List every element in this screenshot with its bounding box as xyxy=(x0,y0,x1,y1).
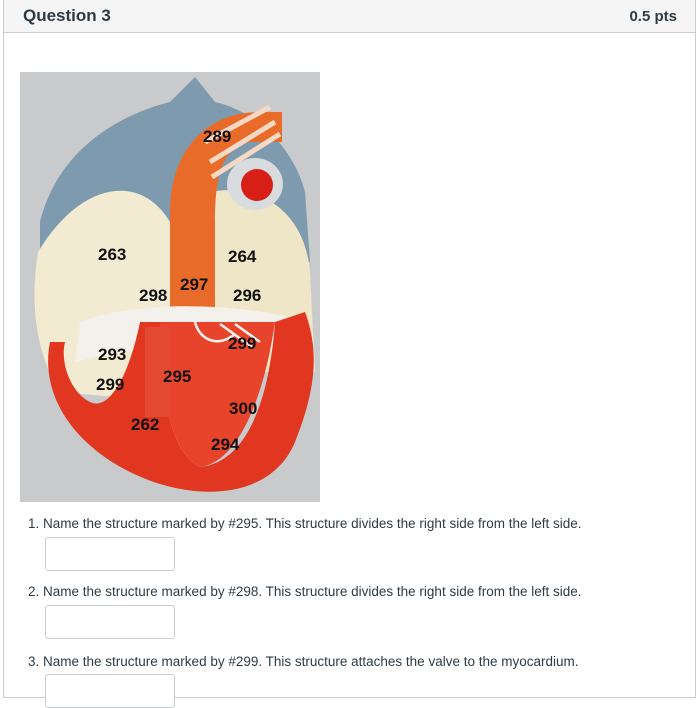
question-title: Question 3 xyxy=(23,6,111,25)
question-points: 0.5 pts xyxy=(629,7,677,25)
label-299-lower: 299 xyxy=(96,375,125,394)
label-293: 293 xyxy=(98,345,127,364)
question-item-3: 3. Name the structure marked by #299. This structure attaches the valve to the myocardium. xyxy=(28,654,579,669)
label-300: 300 xyxy=(229,399,258,418)
label-295: 295 xyxy=(163,367,192,386)
label-264: 264 xyxy=(228,247,257,266)
label-289: 289 xyxy=(203,127,232,146)
answer-field-3[interactable] xyxy=(45,674,175,708)
question-header xyxy=(4,0,695,33)
label-297: 297 xyxy=(180,275,209,294)
label-298: 298 xyxy=(139,286,168,305)
label-262: 262 xyxy=(131,415,160,434)
heart-model-svg xyxy=(20,72,320,502)
label-299-upper: 299 xyxy=(228,334,257,353)
answer-field-2[interactable] xyxy=(45,605,175,639)
label-296: 296 xyxy=(233,286,262,305)
question-item-1: 1. Name the structure marked by #295. This structure divides the right side from the left side. xyxy=(28,516,582,531)
label-263: 263 xyxy=(98,245,127,264)
answer-field-1[interactable] xyxy=(45,537,175,571)
pulmonary-vessel-lumen xyxy=(241,169,273,201)
label-294: 294 xyxy=(211,435,240,454)
question-item-2: 2. Name the structure marked by #298. This structure divides the right side from the left side. xyxy=(28,584,582,599)
heart-model-image xyxy=(20,72,320,502)
